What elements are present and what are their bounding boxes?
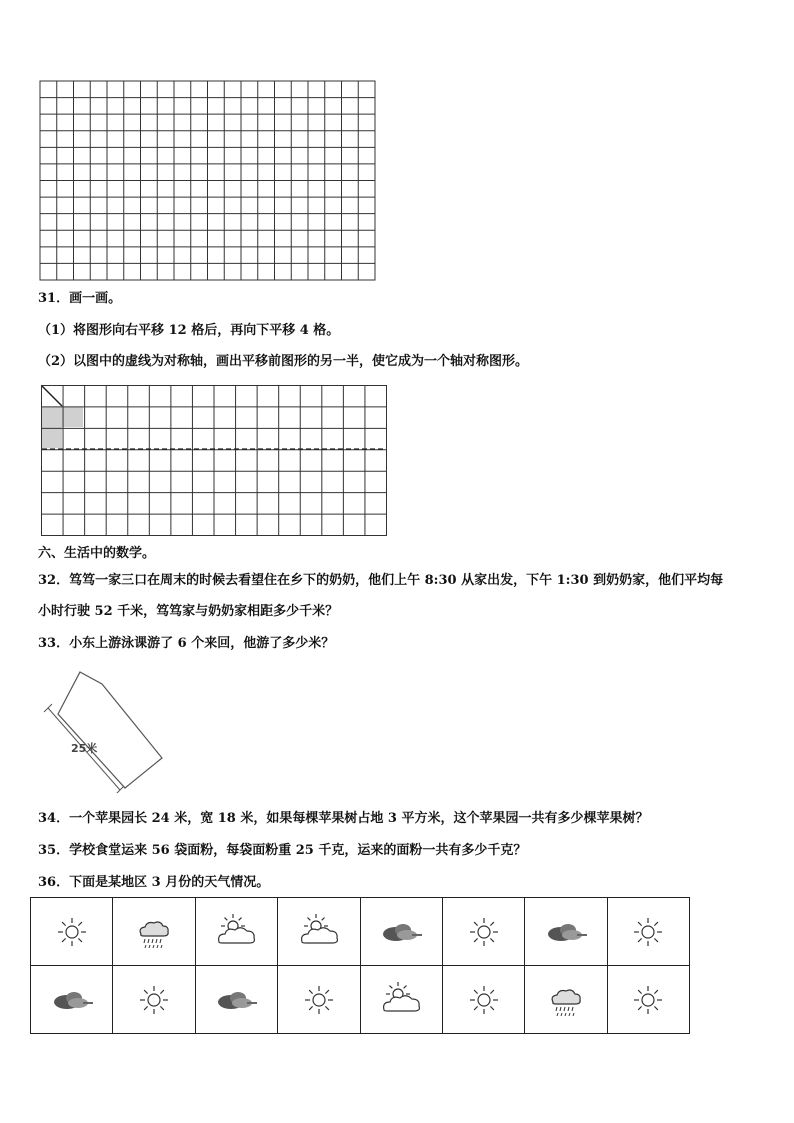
overcast-icon xyxy=(541,912,591,952)
pool-length-label: 25米 xyxy=(71,742,98,755)
rain-icon xyxy=(541,980,591,1020)
sunny-icon xyxy=(459,980,509,1020)
partly-cloudy-icon xyxy=(376,980,426,1020)
blank-grid xyxy=(39,80,377,282)
translation-grid xyxy=(40,384,390,538)
partly-cloudy-icon xyxy=(211,912,261,952)
weather-cell xyxy=(31,966,113,1034)
weather-cell xyxy=(360,966,442,1034)
overcast-icon xyxy=(47,980,97,1020)
weather-row xyxy=(31,966,690,1034)
weather-cell xyxy=(113,966,195,1034)
pool-figure xyxy=(40,668,170,793)
q32-line2: 小时行驶 52 千米，笃笃家与奶奶家相距多少千米？ xyxy=(38,604,339,619)
weather-table xyxy=(30,897,690,1034)
overcast-icon xyxy=(211,980,261,1020)
weather-cell xyxy=(525,898,607,966)
weather-cell xyxy=(525,966,607,1034)
weather-cell xyxy=(195,966,277,1034)
q35-text: 35．学校食堂运来 56 袋面粉，每袋面粉重 25 千克，运来的面粉一共有多少千克？ xyxy=(38,843,527,858)
weather-cell xyxy=(607,898,689,966)
weather-cell xyxy=(360,898,442,966)
sunny-icon xyxy=(623,980,673,1020)
q31-part2: （2）以图中的虚线为对称轴，画出平移前图形的另一半，使它成为一个轴对称图形。 xyxy=(38,354,529,369)
gray-shape xyxy=(42,407,83,448)
sunny-icon xyxy=(129,980,179,1020)
q31-part1: （1）将图形向右平移 12 格后，再向下平移 4 格。 xyxy=(38,323,340,338)
overcast-icon xyxy=(376,912,426,952)
rain-icon xyxy=(129,912,179,952)
q31-title: 31．画一画。 xyxy=(38,291,122,306)
weather-cell xyxy=(278,898,360,966)
sunny-icon xyxy=(623,912,673,952)
weather-cell xyxy=(278,966,360,1034)
partly-cloudy-icon xyxy=(294,912,344,952)
sunny-icon xyxy=(459,912,509,952)
weather-cell xyxy=(442,966,524,1034)
weather-cell xyxy=(195,898,277,966)
q32-line1: 32．笃笃一家三口在周末的时候去看望住在乡下的奶奶，他们上午 8:30 从家出发，下午 1:30 到奶奶家，他们平均每 xyxy=(38,573,724,588)
section6-title: 六、生活中的数学。 xyxy=(38,546,156,561)
weather-cell xyxy=(607,966,689,1034)
q33-text: 33．小东上游泳课游了 6 个来回，他游了多少米？ xyxy=(38,636,335,651)
weather-cell xyxy=(31,898,113,966)
weather-cell xyxy=(442,898,524,966)
q36-text: 36．下面是某地区 3 月份的天气情况。 xyxy=(38,875,270,890)
sunny-icon xyxy=(47,912,97,952)
pool-outline xyxy=(58,672,162,788)
q34-text: 34．一个苹果园长 24 米，宽 18 米，如果每棵苹果树占地 3 平方米，这个苹果园一共有多少棵苹果树？ xyxy=(38,811,649,826)
weather-row xyxy=(31,898,690,966)
sunny-icon xyxy=(294,980,344,1020)
weather-cell xyxy=(113,898,195,966)
